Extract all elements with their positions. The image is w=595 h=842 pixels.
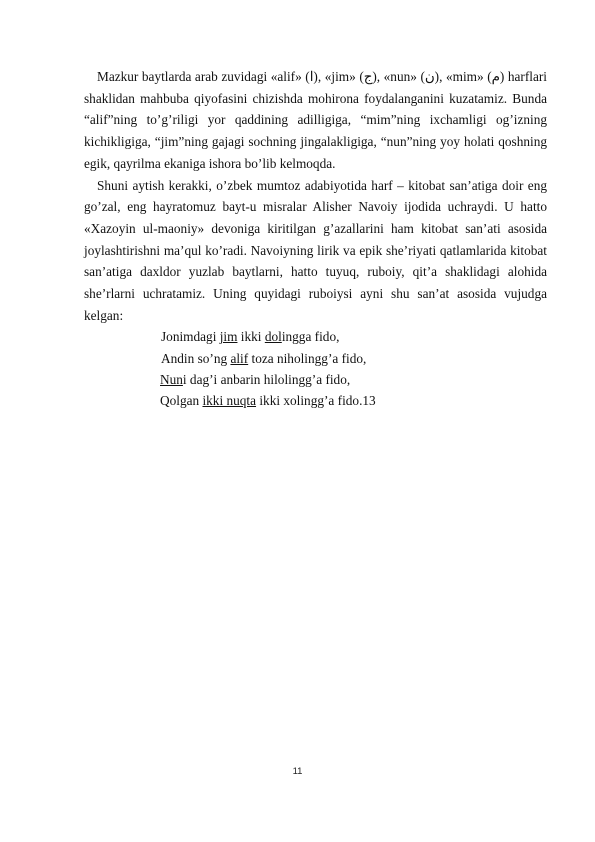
verse-line-4-rest: ikki xolingg’a fido.13	[256, 393, 376, 409]
verse-line-2	[84, 348, 547, 369]
verse-line-1-mid: ikki	[237, 329, 265, 345]
body-text	[84, 66, 547, 411]
verse-line-1	[84, 326, 547, 347]
verse-line-1-pre: Jonimdagi	[161, 329, 220, 345]
verse-line-1-underlined-dol: dol	[264, 329, 282, 345]
verse-line-4-pre: Qolgan	[160, 393, 203, 409]
verse-line-4-underlined-ikki-nuqta: ikki nuqta	[202, 393, 257, 409]
paragraph-letter-imagery: Mazkur baytlarda arab zuvidagi «alif» (ا), «jim» (ج), «nun» (ن), «mim» (م) harflari shaklidan mahbuba qiyofasini chizishda mohirona foydalanganini kuzatamiz. Bunda “alif”ning to’g’riligi yor qaddining adilligiga, “mim”ning ixchamligi og’izning kichikligiga, “jim”ning gajagi sochning jingalakligiga, “nun”ning yoy holati qoshning egik, qayrilma ekaniga ishora bo’lib kelmoqda.	[84, 69, 547, 171]
verse-line-1-post: ingga fido,	[281, 329, 340, 345]
verse-line-3	[84, 369, 547, 390]
verse-line-3-underlined-nun: Nun	[160, 371, 183, 387]
page-number: 11	[292, 766, 303, 777]
verse-line-2-underlined-alif: alif	[230, 350, 249, 366]
verse-line-2-rest: toza niholingg’a fido,	[248, 350, 367, 366]
verse-line-1-underlined-jim: jim	[219, 329, 238, 345]
rubai-verse	[84, 326, 547, 411]
paragraph-navoiy-calligraphy: Shuni aytish kerakki, o’zbek mumtoz adabiyotida harf – kitobat san’atiga doir eng go’zal, eng hayratomuz bayt-u misralar Alisher Navoiy ijodida uchraydi. U hatto «Xazoyin ul-maoniy» devoniga kiritilgan g’azallarini ham kitobat san’ati asosida joylashtirishni ma’qul ko’radi. Navoiyning lirik va epik she’riyati qatlamlarida kitobat san’atiga daxldor yuzlab baytlarni, hatto tuyuq, ruboiy, qit’a shaklidagi alohida she’rlarni uchratamiz. Uning quyidagi ruboiysi ayni shu san’at asosida vujudga kelgan:	[84, 177, 547, 323]
verse-line-3-rest: i dag’i anbarin hilolingg’a fido,	[182, 371, 351, 387]
verse-line-4	[84, 390, 547, 411]
verse-line-2-pre: Andin so’ng	[161, 350, 231, 366]
